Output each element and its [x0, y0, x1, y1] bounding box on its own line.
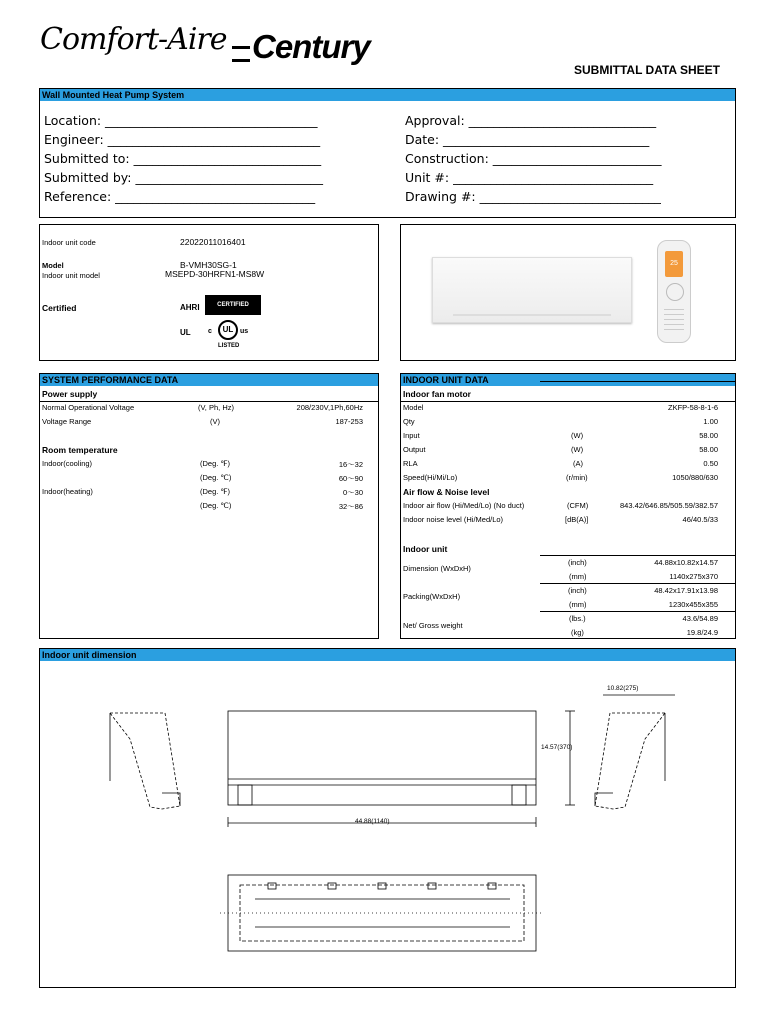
- temp-unit-2: (Deg. ℃): [200, 473, 232, 482]
- fan-row-value: 58.00: [699, 431, 718, 440]
- brand-logo-century: Century: [232, 28, 392, 68]
- airflow-unit: (CFM): [567, 501, 589, 510]
- unit-number-field[interactable]: Unit #: ________________________________: [405, 170, 654, 185]
- certified-label: Certified: [42, 303, 77, 313]
- packing-label: Packing(WxDxH): [403, 592, 461, 601]
- fan-row-label: Speed(Hi/Mi/Lo): [403, 473, 458, 482]
- dimension-unit-mm: (mm): [569, 572, 587, 581]
- room-temp-heading: Room temperature: [42, 445, 118, 455]
- fan-row-unit: (W): [571, 431, 584, 440]
- voltage-unit: (V, Ph, Hz): [198, 403, 234, 412]
- location-field[interactable]: Location: __________________________________: [44, 113, 318, 128]
- engineer-field[interactable]: Engineer: __________________________________: [44, 132, 321, 147]
- indoor-unit-image: [432, 257, 632, 323]
- temp-unit-4: (Deg. ℃): [200, 501, 232, 510]
- dimension-bar: Indoor unit dimension: [40, 649, 735, 661]
- packing-unit-inch: (inch): [568, 586, 587, 595]
- temp-label-heating: Indoor(heating): [42, 487, 93, 496]
- model-value: B-VMH30SG-1: [180, 260, 237, 270]
- ahri-label: AHRI: [180, 303, 200, 312]
- weight-unit-kg: (kg): [571, 628, 584, 637]
- construction-field[interactable]: Construction: ___________________________: [405, 151, 662, 166]
- temp-unit-1: (Deg. ℉): [200, 459, 231, 468]
- temp-value-4: 32～86: [338, 502, 363, 511]
- unit-code-label: Indoor unit code: [42, 238, 96, 247]
- height-dimension-label: 14.57(370): [541, 744, 573, 751]
- remote-display: 25: [665, 251, 683, 277]
- submitted-by-field[interactable]: Submitted by: ______________________________: [44, 170, 323, 185]
- remote-control-image: [657, 240, 691, 343]
- dimension-label: Dimension (WxDxH): [403, 564, 471, 573]
- temp-value-2: 60～90: [338, 474, 363, 483]
- voltage-label: Normal Operational Voltage: [42, 403, 135, 412]
- airflow-heading: Air flow & Noise level: [403, 487, 490, 497]
- ahri-certified-badge: CERTIFIED: [205, 295, 261, 315]
- weight-label: Net/ Gross weight: [403, 621, 463, 630]
- packing-value-inch: 48.42x17.91x13.98: [654, 586, 718, 595]
- packing-value-mm: 1230x455x355: [668, 600, 718, 609]
- fan-row-label: Output: [403, 445, 426, 454]
- indoor-model-label: Indoor unit model: [42, 271, 100, 280]
- packing-unit-mm: (mm): [569, 600, 587, 609]
- fan-row-label: Qty: [403, 417, 415, 426]
- dimension-unit-inch: (inch): [568, 558, 587, 567]
- voltage-range-label: Voltage Range: [42, 417, 92, 426]
- fan-row-unit: (W): [571, 445, 584, 454]
- system-type-bar: Wall Mounted Heat Pump System: [40, 89, 735, 101]
- weight-value-kg: 19.8/24.9: [686, 628, 718, 637]
- ul-label: UL: [180, 328, 191, 337]
- ul-listed-mark: c UL us LISTED: [208, 318, 252, 356]
- weight-unit-lbs: (lbs.): [569, 614, 586, 623]
- dimension-value-mm: 1140x275x370: [669, 572, 718, 581]
- noise-label: Indoor noise level (Hi/Med/Lo): [403, 515, 504, 524]
- temp-label-cooling: Indoor(cooling): [42, 459, 93, 468]
- indoor-unit-data-bar: INDOOR UNIT DATA: [401, 374, 735, 386]
- indoor-model-value: MSEPD-30HRFN1-MS8W: [165, 269, 265, 279]
- voltage-range-value: 187-253: [335, 417, 363, 426]
- temp-value-1: 16～32: [338, 460, 363, 469]
- fan-row-value: ZKFP-58-8-1-6: [667, 403, 718, 412]
- noise-unit: [dB(A)]: [565, 515, 589, 524]
- airflow-label: Indoor air flow (Hi/Med/Lo) (No duct): [403, 501, 525, 510]
- brand-logo-comfort-aire: Comfort-Aire: [40, 22, 227, 57]
- voltage-value: 208/230V,1Ph,60Hz: [296, 403, 363, 412]
- sheet-title: SUBMITTAL DATA SHEET: [574, 63, 720, 77]
- airflow-value: 843.42/646.85/505.59/382.57: [619, 501, 718, 510]
- fan-row-label: Model: [403, 403, 424, 412]
- fan-motor-heading: Indoor fan motor: [403, 389, 471, 399]
- reference-field[interactable]: Reference: ________________________________: [44, 189, 316, 204]
- submitted-to-field[interactable]: Submitted to: ______________________________: [44, 151, 322, 166]
- weight-value-lbs: 43.6/54.89: [682, 614, 718, 623]
- drawing-number-field[interactable]: Drawing #: _____________________________: [405, 189, 661, 204]
- model-label: Model: [42, 261, 64, 270]
- approval-field[interactable]: Approval: ______________________________: [405, 113, 657, 128]
- voltage-range-unit: (V): [210, 417, 220, 426]
- system-performance-bar: SYSTEM PERFORMANCE DATA: [40, 374, 378, 386]
- power-supply-heading: Power supply: [42, 389, 98, 399]
- fan-row-unit: (r/min): [566, 473, 588, 482]
- fan-row-label: Input: [403, 431, 420, 440]
- unit-code-value: 22022011016401: [180, 237, 246, 247]
- temp-value-3: 0～30: [342, 488, 363, 497]
- fan-row-value: 1050/880/630: [672, 473, 718, 482]
- fan-row-unit: (A): [573, 459, 583, 468]
- indoor-unit-heading: Indoor unit: [403, 544, 448, 554]
- fan-row-value: 1.00: [703, 417, 718, 426]
- fan-row-label: RLA: [403, 459, 418, 468]
- date-field[interactable]: Date: _________________________________: [405, 132, 650, 147]
- temp-unit-3: (Deg. ℉): [200, 487, 231, 496]
- depth-dimension-label: 10.82(275): [607, 685, 639, 692]
- dimension-value-inch: 44.88x10.82x14.57: [654, 558, 718, 567]
- fan-row-value: 58.00: [699, 445, 718, 454]
- width-dimension-label: 44.88(1140): [355, 818, 390, 825]
- fan-row-value: 0.50: [703, 459, 718, 468]
- noise-value: 46/40.5/33: [682, 515, 718, 524]
